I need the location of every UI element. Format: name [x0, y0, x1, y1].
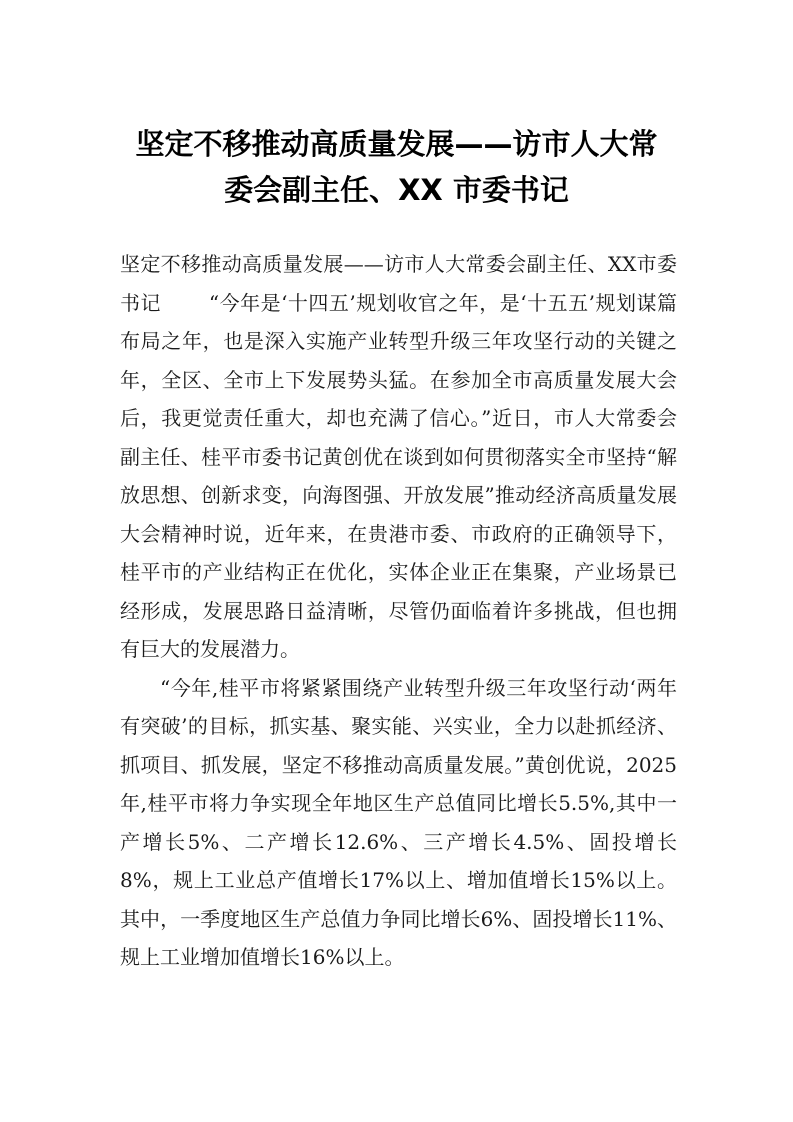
body-paragraph-2: “今年,桂平市将紧紧围绕产业转型升级三年攻坚行动‘两年有突破’的目标，抓实基、聚实能、兴实业，全力以赴抓经济、抓项目、抓发展，坚定不移推动高质量发展。”黄创优说，2025年,桂平市将力争实现全年地区生产总值同比增长5.5%,其中一产增长5%、二产增长12.6%、三产增长4.5%、固投增长8%，规上工业总产值增长17%以上、增加值增长15%以上。其中，一季度地区生产总值力争同比增长6%、固投增长11%、规上工业增加值增长16%以上。	[120, 675, 677, 969]
body-paragraph-1: 坚定不移推动高质量发展——访市人大常委会副主任、XX市委书记 “今年是‘十四五’规划收官之年，是‘十五五’规划谋篇布局之年，也是深入实施产业转型升级三年攻坚行动的关键之年，全区、全市上下发展势头猛。在参加全市高质量发展大会后，我更觉责任重大，却也充满了信心。”近日，市人大常委会副主任、桂平市委书记黄创优在谈到如何贯彻落实全市坚持“解放思想、创新求变，向海图强、开放发展”推动经济高质量发展大会精神时说，近年来，在贵港市委、市政府的正确领导下，桂平市的产业结构正在优化，实体企业正在集聚，产业场景已经形成，发展思路日益清晰，尽管仍面临着许多挑战，但也拥有巨大的发展潜力。	[120, 252, 677, 661]
document-title-line-1: 坚定不移推动高质量发展——访市人大常	[135, 127, 658, 161]
document-body	[120, 245, 677, 977]
document-title-line-2: 委会副主任、XX 市委书记	[224, 173, 569, 207]
